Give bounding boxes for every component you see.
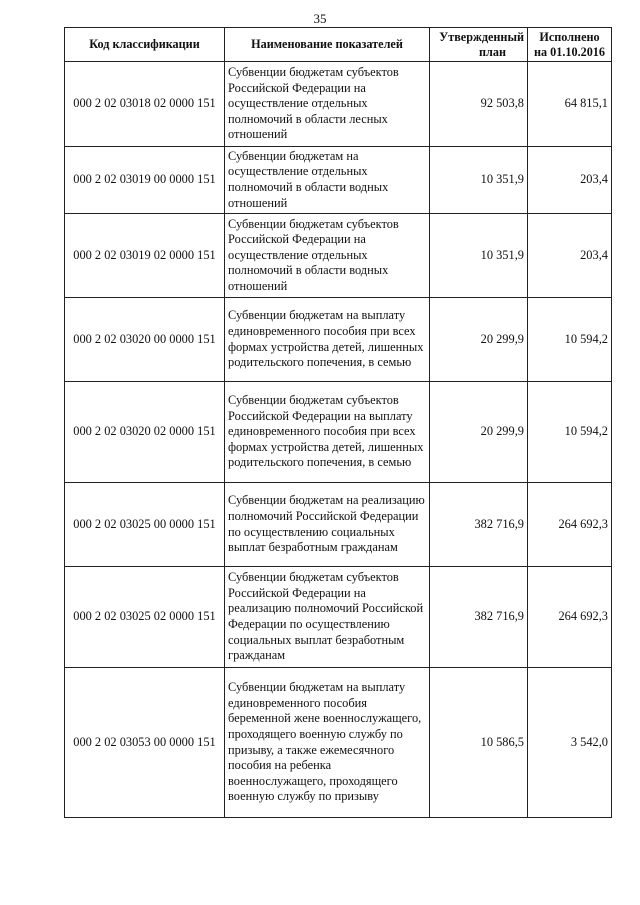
classification-code: 000 2 02 03019 02 0000 151 [65,214,225,298]
header-plan-line2: план [479,44,506,59]
approved-plan-value: 382 716,9 [430,567,528,668]
indicator-name: Субвенции бюджетам на выплату единовременного пособия беременной жене военнослужащего, проходящего военную службу по призыву, а также ежемесячного пособия на ребенка военнослужащего, проходящего военную службу по призыву [225,668,430,818]
approved-plan-value: 10 351,9 [430,214,528,298]
header-name-label: Наименование показателей [251,37,403,51]
header-code-label: Код классификации [89,37,200,51]
header-code [65,28,225,62]
table-row [65,382,612,483]
header-name [225,28,430,62]
executed-value: 264 692,3 [528,567,612,668]
classification-code: 000 2 02 03053 00 0000 151 [65,668,225,818]
executed-value: 203,4 [528,147,612,214]
budget-table [64,27,612,818]
header-executed-line2: на 01.10.2016 [533,44,605,59]
indicator-name: Субвенции бюджетам на реализацию полномочий Российской Федерации по осуществлению социальных выплат безработным гражданам [225,483,430,567]
executed-value: 64 815,1 [528,62,612,147]
indicator-name: Субвенции бюджетам субъектов Российской Федерации на реализацию полномочий Российской Федерации по осуществлению социальных выплат безработным гражданам [225,567,430,668]
approved-plan-value: 10 586,5 [430,668,528,818]
classification-code: 000 2 02 03019 00 0000 151 [65,147,225,214]
classification-code: 000 2 02 03025 00 0000 151 [65,483,225,567]
page-number: 35 [313,11,327,26]
executed-value: 203,4 [528,214,612,298]
executed-value: 264 692,3 [528,483,612,567]
header-plan [430,28,528,62]
table-row [65,147,612,214]
indicator-name: Субвенции бюджетам на осуществление отдельных полномочий в области водных отношений [225,147,430,214]
table-row [65,62,612,147]
header-executed [528,28,612,62]
classification-code: 000 2 02 03025 02 0000 151 [65,567,225,668]
executed-value: 3 542,0 [528,668,612,818]
executed-value: 10 594,2 [528,298,612,382]
table-row [65,483,612,567]
table-row [65,567,612,668]
header-plan-line1: Утвержденный [439,29,524,44]
table-row [65,214,612,298]
indicator-name: Субвенции бюджетам субъектов Российской Федерации на выплату единовременного пособия при всех формах устройства детей, лишенных родительского попечения, в семью [225,382,430,483]
indicator-name: Субвенции бюджетам субъектов Российской Федерации на осуществление отдельных полномочий в области лесных отношений [225,62,430,147]
approved-plan-value: 10 351,9 [430,147,528,214]
approved-plan-value: 92 503,8 [430,62,528,147]
executed-value: 10 594,2 [528,382,612,483]
indicator-name: Субвенции бюджетам на выплату единовременного пособия при всех формах устройства детей, лишенных родительского попечения, в семью [225,298,430,382]
table-row [65,298,612,382]
header-executed-line1: Исполнено [539,29,600,44]
classification-code: 000 2 02 03020 02 0000 151 [65,382,225,483]
table-row [65,668,612,818]
approved-plan-value: 20 299,9 [430,298,528,382]
approved-plan-value: 20 299,9 [430,382,528,483]
classification-code: 000 2 02 03020 00 0000 151 [65,298,225,382]
indicator-name: Субвенции бюджетам субъектов Российской Федерации на осуществление отдельных полномочий в области водных отношений [225,214,430,298]
table-header-row [65,28,612,62]
classification-code: 000 2 02 03018 02 0000 151 [65,62,225,147]
approved-plan-value: 382 716,9 [430,483,528,567]
